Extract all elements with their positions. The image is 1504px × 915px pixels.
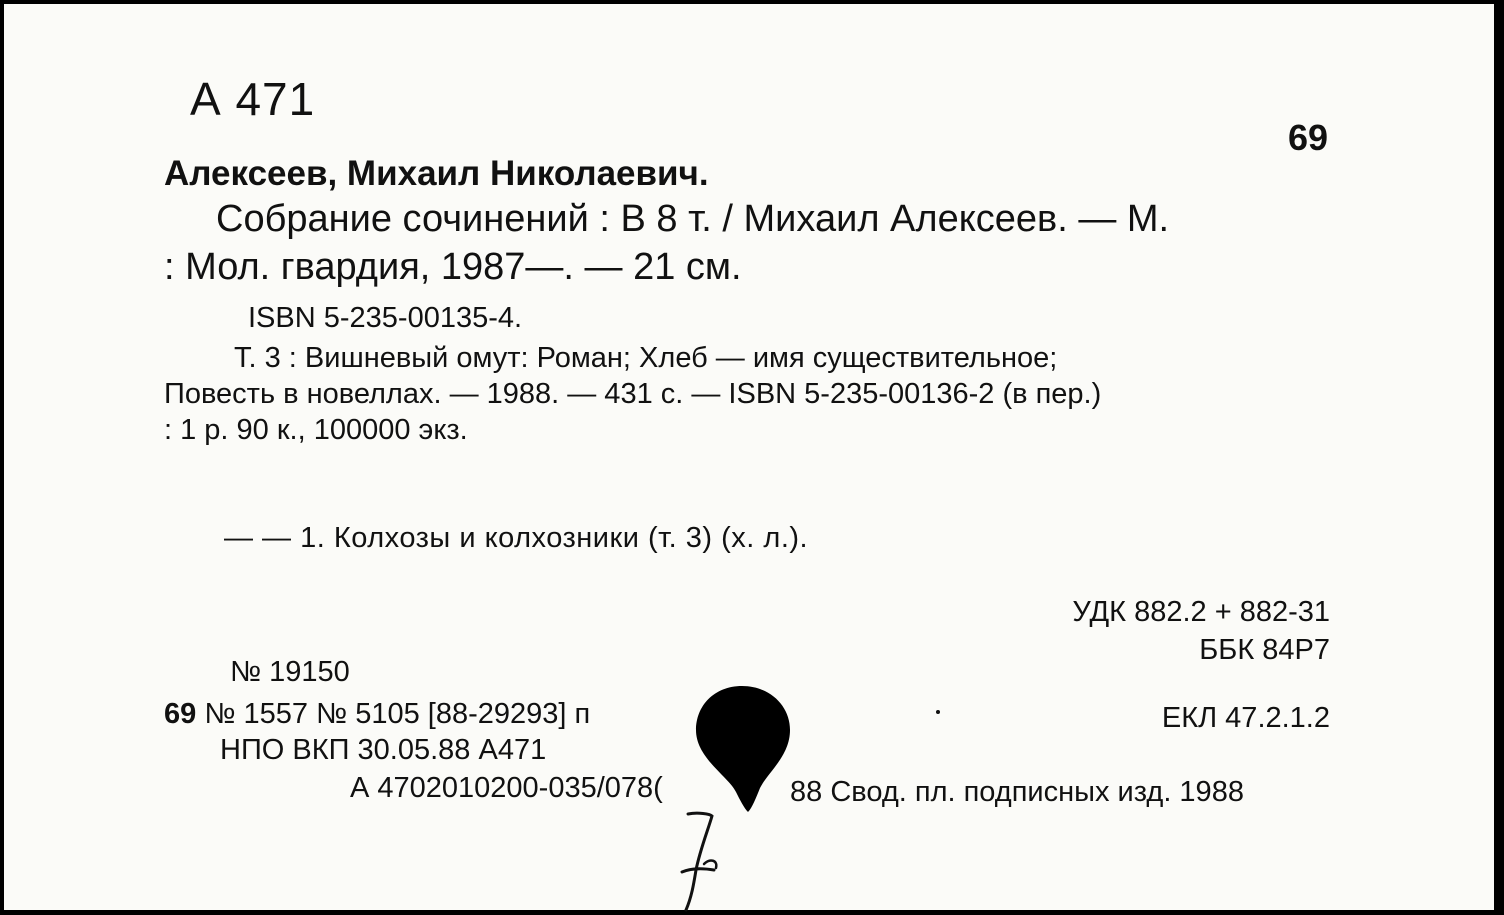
npo-line: НПО ВКП 30.05.88 А471: [220, 734, 547, 766]
record-number: № 19150: [230, 656, 350, 688]
udk-code: УДК 882.2 + 882-31: [1072, 596, 1330, 628]
bbk-code: ББК 84Р7: [1199, 634, 1330, 666]
svod-line: 88 Свод. пл. подписных изд. 1988: [790, 776, 1244, 808]
title-line-1: Собрание сочинений : В 8 т. / Михаил Алексеев. — М.: [216, 198, 1170, 240]
handwritten-mark: [674, 810, 734, 914]
volume-line-2: Повесть в новеллах. — 1988. — 431 с. — ISBN 5-235-00136-2 (в пер.): [164, 378, 1102, 410]
ink-blot: [692, 684, 792, 814]
catalog-card: [4, 4, 1494, 910]
volume-line-1: Т. 3 : Вишневый омут: Роман; Хлеб — имя существительное;: [234, 342, 1058, 374]
ink-speck: [936, 710, 940, 714]
order-prefix: 69: [164, 698, 197, 730]
title-line-2: : Мол. гвардия, 1987—. — 21 см.: [164, 246, 742, 288]
isbn-main: ISBN 5-235-00135-4.: [248, 302, 523, 334]
subject-heading: — — 1. Колхозы и колхозники (т. 3) (х. л.).: [224, 522, 809, 554]
order-rest: № 1557 № 5105 [88-29293] п: [196, 698, 591, 730]
author-heading: Алексеев, Михаил Николаевич.: [164, 154, 709, 193]
ekl-code: ЕКЛ 47.2.1.2: [1161, 702, 1330, 734]
order-line: [164, 700, 590, 729]
card-count: 69: [1288, 117, 1329, 158]
call-number: А 471: [190, 73, 316, 125]
volume-line-3: : 1 р. 90 к., 100000 экз.: [164, 414, 468, 446]
a-code: А 4702010200-035/078(: [350, 772, 663, 804]
